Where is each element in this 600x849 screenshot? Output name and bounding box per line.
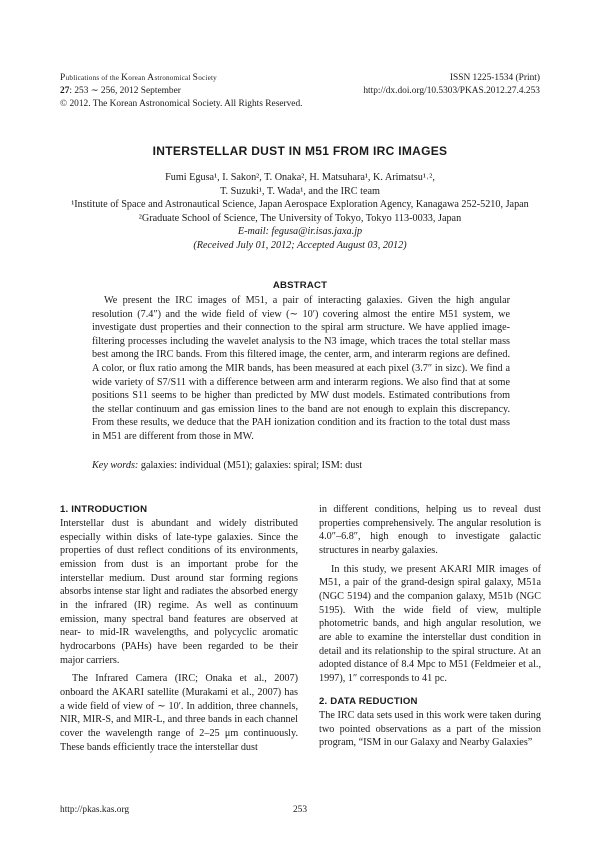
section-heading-data-reduction: 2. DATA REDUCTION — [319, 696, 418, 707]
affiliation-1: ¹Institute of Space and Astronautical Science, Japan Aerospace Exploration Agency, Kanagawa 252-5210, Japan — [71, 199, 529, 210]
authors-line1: Fumi Egusa¹, I. Sakon², T. Onaka², H. Matsuhara¹, K. Arimatsu¹˒², — [165, 172, 435, 183]
right-column — [319, 503, 541, 686]
intro-paragraph-1: Interstellar dust is abundant and widely distributed especially within disks of late-type galaxies. Since the properties of dust reflect conditions of its environments, emission from dust is an important probe for the interstellar medium. Dust around star forming regions absorbs intense star light and radiates the absorbed energy in the infrared (IR) regime. As well as continuum emission, many spectral band features are observed at near- to mid-IR wavelengths, and polycyclic aromatic hydrocarbons (PAHs) have been regarded to be their major carriers. — [60, 518, 298, 666]
volume-number: 27 — [60, 86, 70, 96]
keywords-label: Key words: — [92, 460, 139, 471]
data-reduction-paragraph: The IRC data sets used in this work were taken during two pointed observations as a part of the mission program, “ISM in our Galaxy and Nearby Galaxies” — [319, 710, 541, 749]
right-column-lower — [319, 709, 541, 750]
right-paragraph-2: In this study, we present AKARI MIR images of M51, a pair of the grand-design spiral galaxy, M51a (NGC 5194) and the companion galaxy, M51b (NGC 5195). With the wide field of view, multiple photometric bands, and high angular resolution, we are able to examine the interstellar dust condition in detail and its relationship to the spiral structure. At an adopted distance of 8.4 Mpc to M51 (Feldmeier et al., 1997), 1″ corresponds to 41 pc. — [319, 563, 541, 684]
issn: ISSN 1225-1534 (Print) — [449, 73, 540, 83]
authors-line2: T. Suzuki¹, T. Wada¹, and the IRC team — [220, 185, 380, 197]
affiliations — [0, 198, 600, 252]
abstract-text: We present the IRC images of M51, a pair of interacting galaxies. Given the high angular resolution (7.4″) and the wide field of view (∼ 10′) covering almost the entire M51 system, we investigate dust properties and their connection to the spiral arm structure. We have applied image-filtering processes including the wavelet analysis to the N3 image, which traces the total stellar mass best among the IRC bands. From this filtered image, the center, arm, and interarm regions are defined. A color, or flux ratio among the MIR bands, has been measured at each pixel (3.7″ in sizc). We find a wide variety of S7/S11 with a difference between arm and interarm regions. We also find that at some positions S11 seems to be higher than predicted by MW dust models. Estimated contributions from the stellar continuum and gas emission lines to the band are not enough to explain this discrepancy. From these results, we deduce that the PAH ionization condition and its fraction to the total dust mass in M51 are different from those in MW. — [92, 295, 510, 442]
intro-paragraph-2: The Infrared Camera (IRC; Onaka et al., 2007) onboard the AKARI satellite (Murakami et al., 2007) has a wide field of view of ∼ 10′. In addition, three channels, NIR, MIR-S, and MIR-L, and three bands in each channel cover the wavelength range of 2–25 μm continuously. These bands efficiently trace the interstellar dust — [60, 673, 298, 753]
affiliation-2: ²Graduate School of Science, The University of Tokyo, Tokyo 113-0033, Japan — [138, 212, 462, 224]
keywords — [92, 459, 510, 473]
left-column — [60, 517, 298, 754]
abstract-heading: ABSTRACT — [272, 280, 328, 291]
received-dates: (Received July 01, 2012; Accepted August 03, 2012) — [193, 239, 407, 251]
right-paragraph-1: in different conditions, helping us to reveal dust properties comprehensively. The angular resolution is 4.0″–6.8″, high enough to investigate galactic structures in nearby galaxies. — [319, 504, 541, 556]
authors — [0, 171, 600, 198]
keywords-list: galaxies: individual (M51); galaxies: spiral; ISM: dust — [138, 460, 363, 471]
section-heading-introduction: 1. INTRODUCTION — [60, 504, 148, 515]
pages-date: : 253 ∼ 256, 2012 September — [69, 86, 181, 96]
journal-name: Publications of the Korean Astronomical Society — [60, 73, 217, 83]
footer-url[interactable]: http://pkas.kas.org — [60, 805, 130, 815]
paper-title: INTERSTELLAR DUST IN M51 FROM IRC IMAGES — [152, 144, 448, 158]
copyright: © 2012. The Korean Astronomical Society. All Rights Reserved. — [60, 99, 303, 109]
issn-block — [340, 72, 540, 98]
doi-link[interactable]: http://dx.doi.org/10.5303/PKAS.2012.27.4.253 — [363, 86, 540, 96]
author-email[interactable]: E-mail: fegusa@ir.isas.jaxa.jp — [237, 226, 363, 237]
page-number: 253 — [292, 805, 308, 815]
